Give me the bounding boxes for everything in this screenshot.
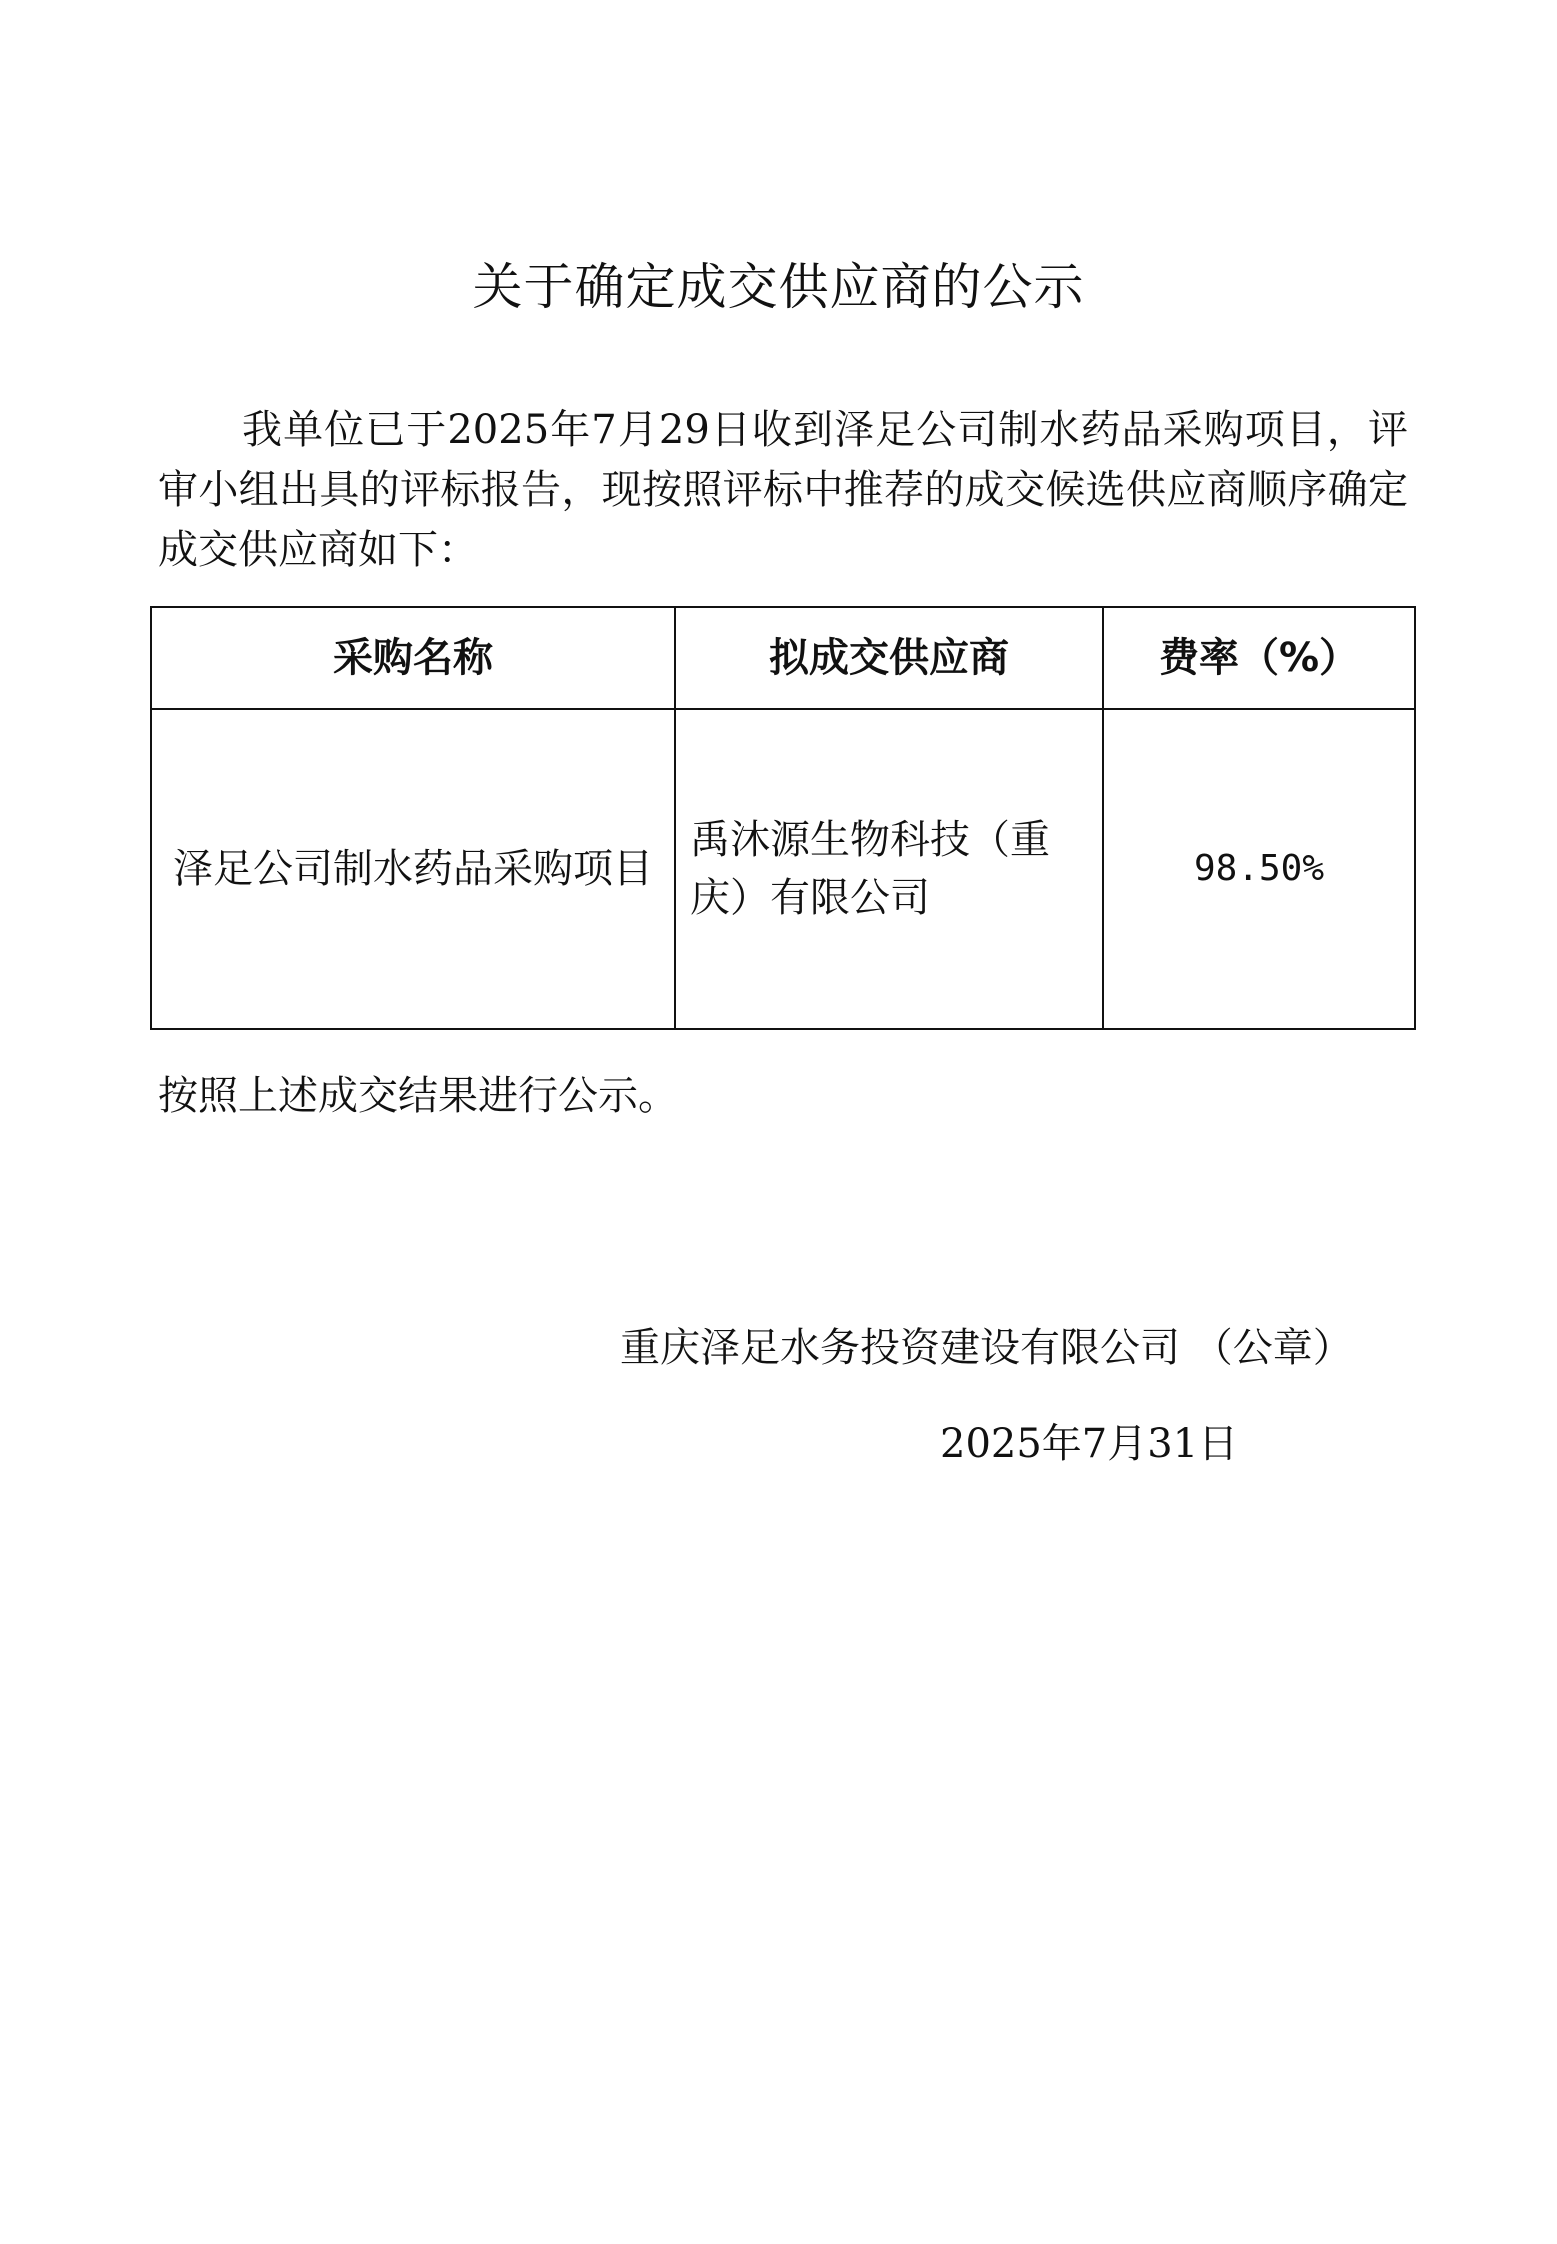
header-supplier: 拟成交供应商 [675,607,1103,709]
issue-date: 2025年7月31日 [940,1421,1239,1467]
cell-supplier: 禹沐源生物科技（重庆）有限公司 [675,709,1103,1029]
table-header-row [151,607,1415,709]
table-row [151,709,1415,1029]
signer-organization: 重庆泽足水务投资建设有限公司 （公章） [620,1325,1353,1371]
header-rate: 费率（%） [1103,607,1415,709]
header-procurement-name: 采购名称 [151,607,675,709]
result-table [150,606,1416,1030]
document-title: 关于确定成交供应商的公示 [472,258,1085,316]
closing-text: 按照上述成交结果进行公示。 [158,1073,678,1119]
intro-paragraph-block [158,400,1408,580]
cell-rate: 98.50% [1103,709,1415,1029]
intro-paragraph: 我单位已于2025年7月29日收到泽足公司制水药品采购项目，评审小组出具的评标报告，现按照评标中推荐的成交候选供应商顺序确定成交供应商如下： [158,407,1408,573]
cell-procurement-name: 泽足公司制水药品采购项目 [151,709,675,1029]
